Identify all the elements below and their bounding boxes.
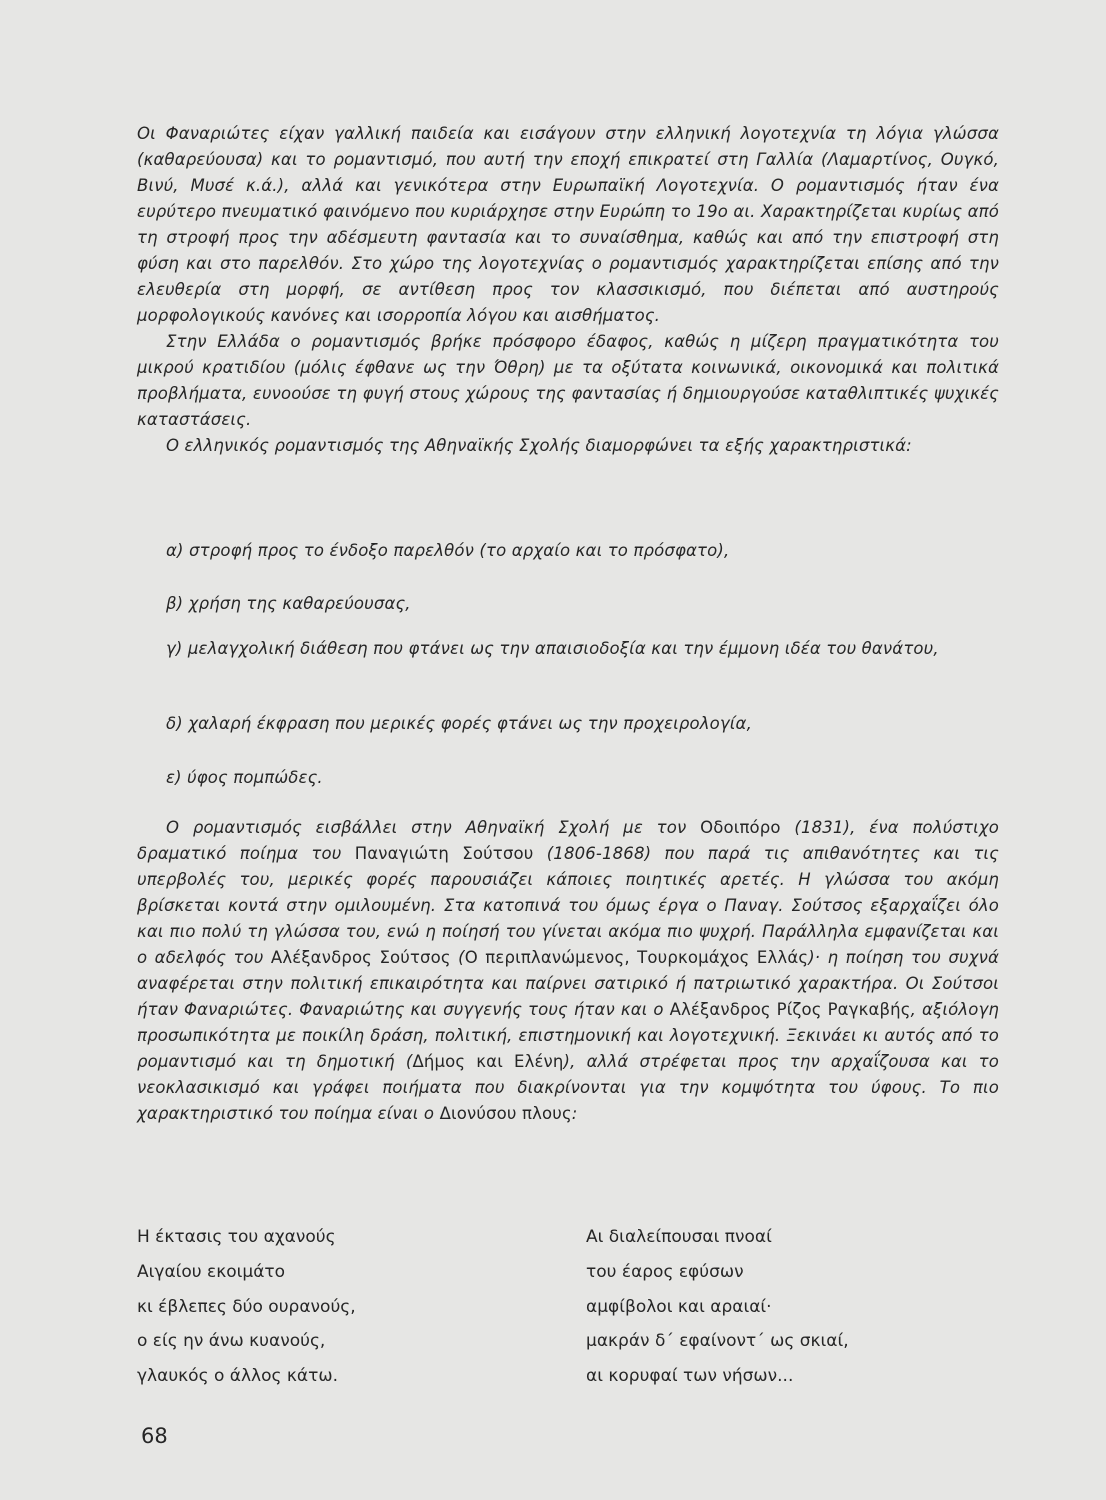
text-run: : — [571, 1104, 578, 1123]
text-run: , αξιόλογη προσωπικότητα με ποικίλη δράση, πολιτική, επιστημονική και λογοτεχνική. Ξεκινάει κι αυτός από το ρομαντισμό και τη δημοτική ( — [137, 1000, 999, 1071]
work-title: Διονύσου πλους — [439, 1104, 572, 1123]
intro-text — [137, 121, 999, 459]
paragraph-romanticism-definition: Οι Φαναριώτες είχαν γαλλική παιδεία και εισάγουν στην ελληνική λογοτεχνία τη λόγια γλώσσα (καθαρεύουσα) και το ρομαντισμό, που αυτή την εποχή επικρατεί στη Γαλλία (Λαμαρτίνος, Ουγκό, Βινύ, Μυσέ κ.ά.), αλλά και γενικότερα στην Ευρωπαϊκή Λογοτεχνία. Ο ρομαντισμός ήταν ένα ευρύτερο πνευματικό φαινόμενο που κυριάρχησε στην Ευρώπη το 19ο αι. Χαρακτηρίζεται κυρίως από τη στροφή προς την αδέσμευτη φαντασία και το συναίσθημα, καθώς και από την επιστροφή στη φύση και στο παρελθόν. Στο χώρο της λογοτεχνίας ο ρομαντισμός χαρακτηρίζεται επίσης από την ελευθερία στη μορφή, σε αντίθεση προς τον κλασσικισμό, που διέπεται από αυστηρούς μορφολογικούς κανόνες και ισορροπία λόγου και αισθήματος. — [137, 124, 999, 325]
poem-line: αμφίβολοι και αραιαί· — [586, 1296, 772, 1317]
paragraph-characteristics-intro: Ο ελληνικός ρομαντισμός της Αθηναϊκής Σχολής διαμορφώνει τα εξής χαρακτηριστικά: — [166, 436, 912, 455]
text-run: ), αλλά στρέφεται προς την αρχαΐζουσα και το νεοκλασικισμό και γράφει ποιήματα που διακρίνονται για την κομψότητα του ύφους. Το πιο χαρακτηριστικό του ποίημα είναι ο — [137, 1052, 1000, 1123]
text-run: ( — [450, 948, 465, 967]
author-name: Παναγιώτη Σούτσου — [354, 844, 534, 863]
poem-line: γλαυκός ο άλλος κάτω. — [137, 1366, 338, 1387]
list-item-text: β) χρήση της καθαρεύουσας, — [166, 594, 411, 613]
author-name: Αλέξανδρος Σούτσος — [270, 948, 451, 967]
poem-line: αι κορυφαί των νήσων... — [586, 1366, 794, 1387]
paragraph-soutsos-ragkavis — [137, 815, 999, 1127]
work-title: Δήμος και Ελένη — [412, 1052, 564, 1071]
paragraph-athenian-school — [137, 815, 999, 1127]
work-title: Ο περιπλανώμενος, Τουρκομάχος Ελλάς — [464, 948, 809, 967]
paragraph-romanticism-greece: Στην Ελλάδα ο ρομαντισμός βρήκε πρόσφορο έδαφος, καθώς η μίζερη πραγματικότητα του μικρού κρατιδίου (μόλις έφθανε ως την Όθρη) με τα οξύτατα κοινωνικά, οικονομικά και πολιτικά προβλήματα, ευνοούσε τη φυγή στους χώρους της φαντασίας ή δημιουργούσε καταθλιπτικές ψυχικές καταστάσεις. — [137, 332, 999, 429]
list-item-e — [137, 765, 999, 791]
text-run: (1831), ένα πολύστιχο δραματικό ποίημα του — [137, 818, 999, 863]
poem-line: Η έκτασις του αχανούς — [137, 1227, 336, 1247]
poem-stanza-right — [586, 1220, 1046, 1394]
list-item-text: α) στροφή προς το ένδοξο παρελθόν (το αρχαίο και το πρόσφατο), — [166, 541, 730, 560]
list-item-b — [137, 591, 999, 617]
text-run: )· η ποίηση του συχνά αναφέρεται στην πολιτική επικαιρότητα και παίρνει σατιρικό ή πατριωτικό χαρακτήρα. Οι Σούτσοι ήταν Φαναριώτες. Φαναριώτης και συγγενής τους ήταν και ο — [137, 948, 999, 1019]
poem-stanza-left — [137, 1220, 597, 1394]
poem-line: του έαρος εφύσων — [586, 1261, 744, 1282]
poem-line: Αι διαλείπουσαι πνοαί — [586, 1227, 772, 1247]
list-item-text: γ) μελαγχολική διάθεση που φτάνει ως την απαισιοδοξία και την έμμονη ιδέα του θανάτου, — [166, 639, 939, 658]
poem-line: Αιγαίου εκοιμάτο — [137, 1261, 286, 1282]
author-name: Αλέξανδρος Ρίζος Ραγκαβής — [669, 1000, 911, 1019]
poem-line: μακράν δ΄ εφαίνοντ΄ ως σκιαί, — [586, 1331, 849, 1352]
poem-line: ο είς ην άνω κυανούς, — [137, 1331, 326, 1352]
poem-line: κι έβλεπες δύο ουρανούς, — [137, 1296, 356, 1317]
page-number: 68 — [141, 1424, 168, 1448]
list-item-text: δ) χαλαρή έκφραση που μερικές φορές φτάνει ως την προχειρολογία, — [166, 714, 752, 733]
list-item-a — [137, 538, 999, 564]
text-run: (1806-1868) που παρά τις απιθανότητες και τις υπερβολές του, μερικές φορές παρουσιάζει κάποιες ποιητικές αρετές. Η γλώσσα του ακόμη βρίσκεται κοντά στην ομιλουμένη. Στα κατοπινά του όμως έργα ο Παναγ. Σούτσος εξαρχαΐζει όλο και πιο πολύ τη γλώσσα του, ενώ η ποίησή του γίνεται ακόμα πιο ψυχρή. Παράλληλα εμφανίζεται και ο αδελφός του — [137, 844, 999, 967]
list-item-c — [137, 636, 999, 662]
text-run: Ο ρομαντισμός εισβάλλει στην Αθηναϊκή Σχολή με τον — [166, 818, 701, 837]
list-item-d — [137, 711, 999, 737]
work-title: Οδοιπόρο — [700, 818, 781, 837]
list-item-text: ε) ύφος πομπώδες. — [166, 768, 323, 787]
